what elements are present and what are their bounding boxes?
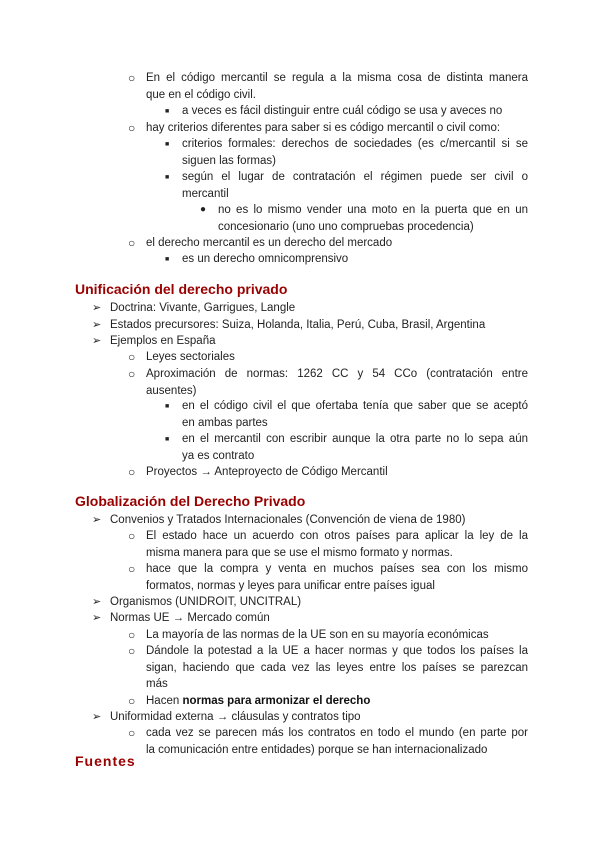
line: Dándole la potestad a la UE a hacer normas y que todos los países la [146, 645, 528, 657]
bullet-square: ■ [165, 256, 170, 263]
bullet-arrow: ➢ [92, 514, 102, 526]
bullet-arrow: ➢ [92, 319, 102, 331]
line: mercantil [182, 187, 229, 200]
line: es un derecho omnicomprensivo [182, 253, 349, 265]
text-line [182, 431, 528, 464]
line: ausentes) [146, 384, 197, 397]
bullet-arrow: ➢ [92, 335, 102, 347]
bullet-circle: ○ [128, 529, 136, 543]
line: el derecho mercantil es un derecho del mercado [146, 237, 393, 249]
line-prefix: Hacen [146, 695, 183, 707]
bullet-arrow: ➢ [92, 302, 102, 314]
line: Leyes sectoriales [146, 351, 235, 363]
bullet-circle: ○ [128, 562, 136, 576]
line: siguen las formas) [182, 154, 276, 167]
line: en el código civil el que ofertaba tenía que saber que se aceptó [182, 400, 528, 412]
line: Ejemplos en España [110, 335, 216, 347]
text-line [182, 169, 528, 202]
line: Estados precursores: Suiza, Holanda, Italia, Perú, Cuba, Brasil, Argentina [110, 319, 486, 331]
bullet-circle: ○ [128, 465, 136, 479]
line: misma manera para que se use el mismo formato y normas. [146, 546, 453, 559]
bullet-square: ■ [165, 174, 170, 181]
line: Normas UE → Mercado común [110, 612, 270, 624]
line: según el lugar de contratación el régimen puede ser civil o [182, 171, 528, 183]
line: Organismos (UNIDROIT, UNCITRAL) [110, 596, 302, 608]
line: ya es contrato [182, 449, 255, 462]
bullet-circle: ○ [128, 726, 136, 740]
text-line [146, 528, 528, 561]
text-line [146, 561, 528, 594]
line: Aproximación de normas: 1262 CC y 54 CCo (contratación entre [146, 368, 528, 380]
bullet-arrow: ➢ [92, 711, 102, 723]
text-line [146, 366, 528, 399]
bullet-circle: ○ [128, 236, 136, 250]
line: hay criterios diferentes para saber si es código mercantil o civil como: [146, 122, 501, 134]
bullet-circle: ○ [128, 350, 136, 364]
line: que en el código civil. [146, 88, 256, 101]
line: no es lo mismo vender una moto en la puerta que en un [218, 204, 528, 216]
bullet-circle: ○ [128, 644, 136, 658]
bullet-square: ■ [165, 108, 170, 115]
text-line [218, 202, 528, 235]
line: a veces es fácil distinguir entre cuál código se usa y aveces no [182, 105, 503, 117]
bullet-circle: ○ [128, 121, 136, 135]
line: Convenios y Tratados Internacionales (Convención de viena de 1980) [110, 514, 466, 526]
line: La mayoría de las normas de la UE son en su mayoría económicas [146, 629, 489, 641]
bullet-square: ■ [165, 141, 170, 148]
line: En el código mercantil se regula a la misma cosa de distinta manera [146, 72, 528, 84]
bullet-dot: ● [200, 204, 207, 215]
line: Uniformidad externa → cláusulas y contratos tipo [110, 711, 361, 723]
bullet-circle: ○ [128, 367, 136, 381]
text-line [146, 70, 528, 103]
line: concesionario (uno uno compruebas procedencia) [218, 220, 474, 233]
bullet-circle: ○ [128, 694, 136, 708]
line: Doctrina: Vivante, Garrigues, Langle [110, 302, 296, 314]
line: sigan, haciendo que cada vez las leyes entre los países se parezcan [146, 661, 528, 674]
line: El estado hace un acuerdo con otros países para aplicar la ley de la [146, 530, 528, 542]
text-line [182, 398, 528, 431]
line: en ambas partes [182, 416, 268, 429]
bullet-circle: ○ [128, 628, 136, 642]
line: Proyectos → Anteproyecto de Código Mercantil [146, 466, 388, 478]
text-line [182, 136, 528, 169]
line: más [146, 678, 168, 690]
line: cada vez se parecen más los contratos en todo el mundo (en parte por [146, 727, 528, 739]
line: hace que la compra y venta en muchos países sea con los mismo [146, 563, 528, 575]
section-heading-unificacion: Unificación del derecho privado [75, 281, 288, 297]
bullet-square: ■ [165, 403, 170, 410]
bullet-circle: ○ [128, 71, 136, 85]
section-heading-fuentes: Fuentes [75, 753, 136, 769]
text-line [146, 643, 528, 693]
bold-phrase: normas para armonizar el derecho [182, 695, 371, 707]
line: en el mercantil con escribir aunque la otra parte no lo sepa aún [182, 433, 528, 445]
line: la comunicación entre entidades) porque se han internacionalizado [146, 743, 488, 756]
bullet-arrow: ➢ [92, 612, 102, 624]
bullet-square: ■ [165, 436, 170, 443]
line: formatos, normas y leyes para unificar entre países igual [146, 579, 435, 592]
text-line [146, 693, 528, 710]
text-line [146, 725, 528, 758]
section-heading-globalizacion: Globalización del Derecho Privado [75, 493, 306, 509]
line: criterios formales: derechos de sociedades (es c/mercantil si se [182, 138, 528, 150]
bullet-arrow: ➢ [92, 596, 102, 608]
